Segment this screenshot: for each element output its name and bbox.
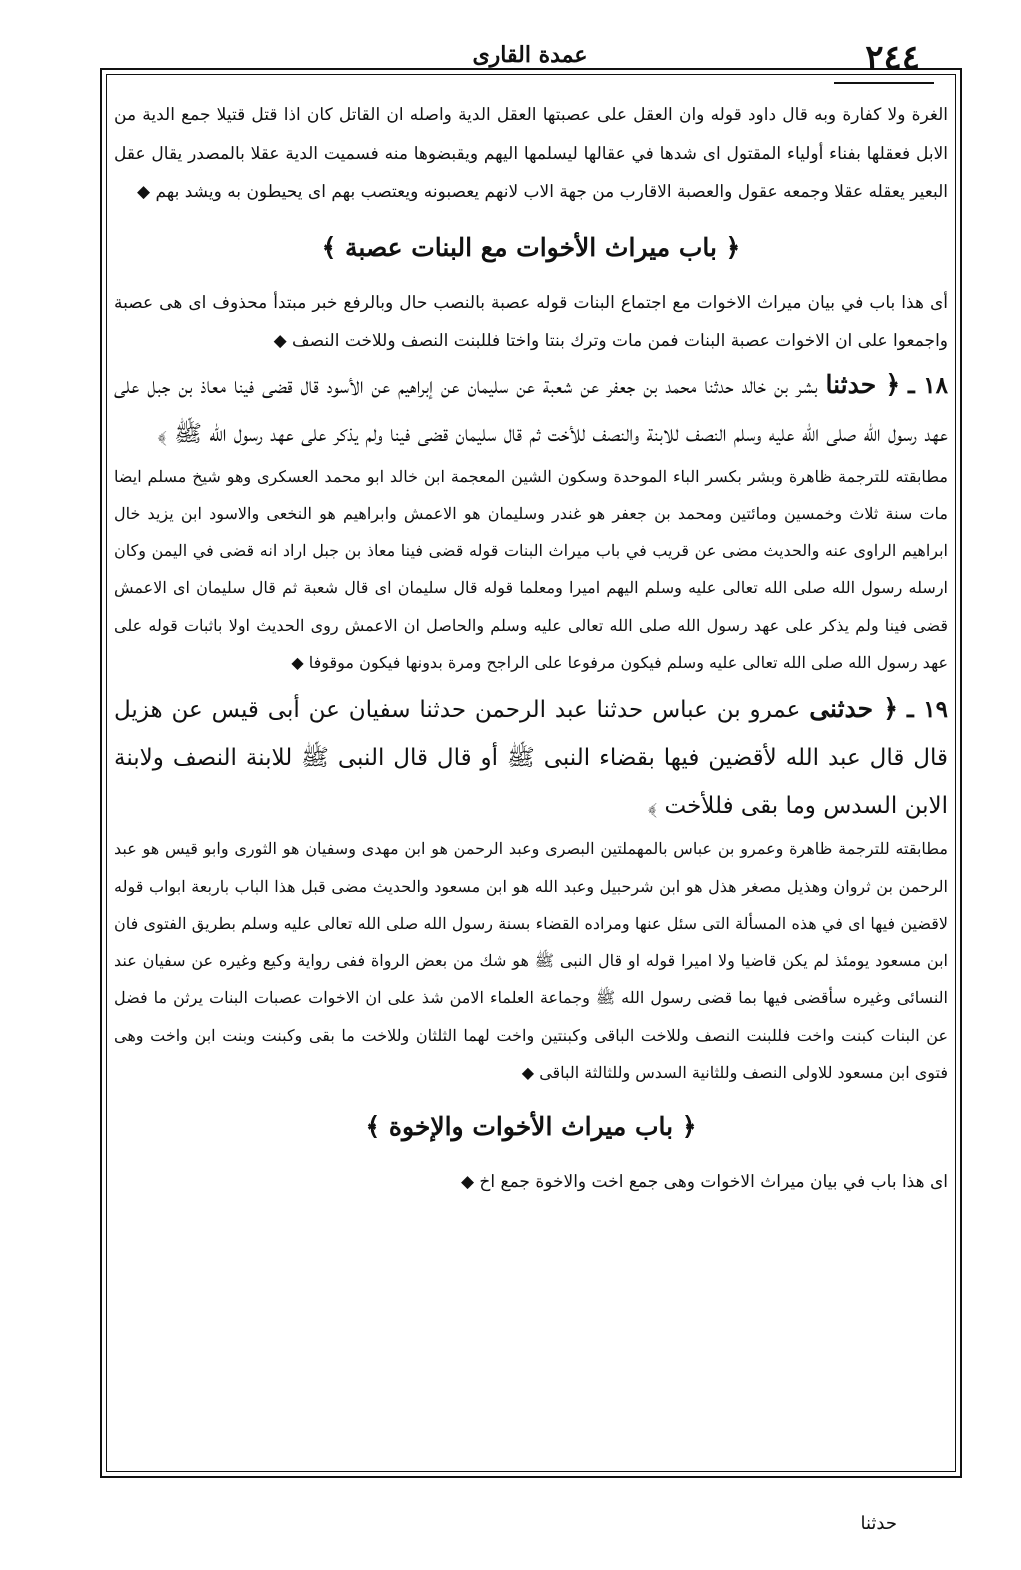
hadith-number: ١٨ ـ xyxy=(907,371,949,399)
chapter-heading: ﴿ باب ميراث الأخوات مع البنات عصبة ﴾ xyxy=(321,232,741,262)
page-number: ٢٤٤ xyxy=(865,38,920,78)
commentary-paragraph: أى هذا باب في بيان ميراث الاخوات مع اجتماع البنات قوله عصبة بالنصب حال وبالرفع خبر مبتدأ محذوف اى هى عصبة واجمعوا على ان الاخوات عصبة البنات فمن مات وترك بنتا واختا فللبنت النصف وللاخت النصف ◆ xyxy=(114,292,948,351)
hadith-text xyxy=(114,685,948,830)
hadith-body: عمرو بن عباس حدثنا عبد الرحمن حدثنا سفيان عن أبى قيس عن هزيل قال قال عبد الله لأقضين فيها بقضاء النبى ﷺ أو قال قال النبى ﷺ للابنة النصف ولابنة الابن السدس وما بقى فللأخت ﴾ xyxy=(114,697,948,820)
chapter-heading: ﴿ باب ميراث الأخوات والإخوة ﴾ xyxy=(365,1112,697,1142)
hadith-number: ١٩ ـ xyxy=(906,696,949,724)
hadith-body: بشر بن خالد حدثنا محمد بن جعفر عن شعبة عن سليمان عن إبراهيم عن الأسود قال قضى فينا معاذ بن جبل على عهد رسول الله صلى الله عليه وسلم النصف للابنة والنصف للأخت ثم قال سليمان قضى فينا ولم يذكر على عهد رسول الله ﷺ ﴾ xyxy=(114,372,948,447)
running-title: عمدة القاری xyxy=(472,42,588,68)
commentary-paragraph: اى هذا باب في بيان ميراث الاخوات وهى جمع اخت والاخوة جمع اخ ◆ xyxy=(460,1172,948,1193)
hadith-lead-word: ﴿ حدثنا xyxy=(825,369,901,399)
page-frame xyxy=(100,68,962,1478)
commentary-paragraph: الغرة ولا كفارة وبه قال داود قوله وان العقل على عصبتها العقل الدية واصله ان القاتل كان اذا قتل قتيلا جمع الدية من الابل فعقلها بفناء أولياء المقتول اى شدها في عقالها ليسلمها اليهم ويقبضوها منه فسميت الدية عقلا بالمصدر يقال عقل البعير يعقله عقلا وجمعه عقول والعصبة الاقارب من جهة الاب لانهم يعصبونه ويعتصب بهم اى يحيطون به ويشد بهم ◆ xyxy=(114,105,948,202)
page-body xyxy=(114,96,948,1466)
commentary-paragraph: مطابقته للترجمة ظاهرة وبشر بكسر الباء الموحدة وسكون الشين المعجمة ابن خالد ابو محمد العسكرى وهو شيخ مسلم ايضا مات سنة ثلاث وخمسين ومائتين ومحمد بن جعفر هو غندر وسليمان هو الاعمش وابراهيم هو النخعى والاسود ابن يزيد خال ابراهيم الراوى عنه والحديث مضى عن قريب في باب ميراث البنات قوله قضى فينا معاذ بن جبل اراد انه قضى في اليمن وكان ارسله رسول الله صلى الله تعالى عليه وسلم اليهم اميرا ومعلما قوله قال سليمان اى قال شعبة ثم قال سليمان اى الاعمش قضى فينا ولم يذكر على عهد رسول الله صلى الله تعالى عليه وسلم والحاصل ان الاعمش روى الحديث اولا باثبات قوله على عهد رسول الله صلى الله تعالى عليه وسلم فيكون مرفوعا على الراجح ومرة بدونها فيكون موقوفا ◆ xyxy=(114,466,949,672)
hadith-lead-word: ﴿ حدثنى xyxy=(809,694,899,724)
hadith-text xyxy=(114,361,948,458)
catchword: حدثنا xyxy=(860,1513,897,1534)
commentary-paragraph: مطابقته للترجمة ظاهرة وعمرو بن عباس بالمهملتين البصرى وعبد الرحمن هو ابن مهدى وسفيان هو الثورى وابو قيس هو عبد الرحمن بن ثروان وهذيل مصغر هذل هو ابن شرحبيل وعبد الله هو ابن مسعود والحديث مضى قبل هذا الباب باربعة ابواب قوله لاقضين فيها اى في هذه المسألة التى سئل عنها ومراده القضاء بسنة رسول الله صلى الله تعالى عليه وسلم بطريق الفتوى فان ابن مسعود يومئذ لم يكن قاضيا ولا اميرا قوله او قال النبى ﷺ هو شك من بعض الرواة ففى رواية وكيع وغيره عن سفيان عند النسائى وغيره سأقضى فيها بما قضى رسول الله ﷺ وجماعة العلماء الامن شذ على ان الاخوات عصبات البنات يرثن ما فضل عن البنات كبنت واخت فللبنت النصف وللاخت الباقى وكبنتين واخت لهما الثلثان وللاخت ما بقى وكبنت وبنت ابن واخت وهى فتوى ابن مسعود للاولى النصف وللثانية السدس وللثالثة الباقى ◆ xyxy=(114,839,948,1083)
